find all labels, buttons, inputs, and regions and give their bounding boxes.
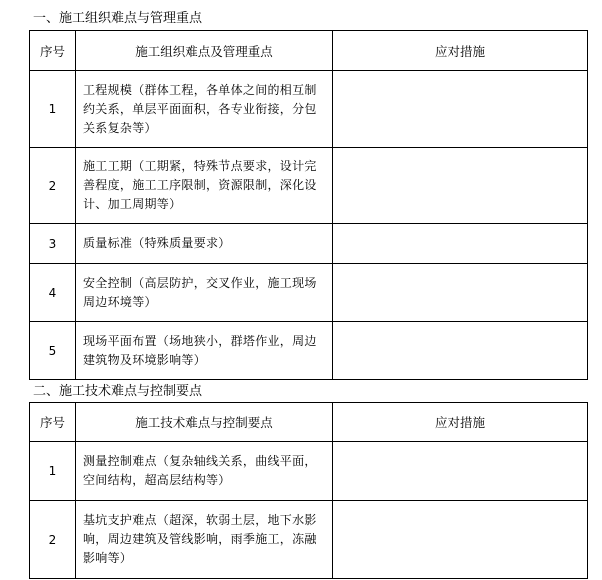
row-item: 安全控制（高层防护，交叉作业，施工现场周边环境等） (76, 264, 333, 322)
row-item: 现场平面布置（场地狭小，群塔作业，周边建筑物及环境影响等） (76, 322, 333, 380)
row-index: 5 (30, 322, 76, 380)
section1-table (29, 30, 588, 380)
header-difficulty: 施工组织难点及管理重点 (76, 31, 333, 71)
header-index: 序号 (30, 31, 76, 71)
header-index: 序号 (30, 403, 76, 442)
row-item: 工程规模（群体工程，各单体之间的相互制约关系，单层平面面积，各专业衔接，分包关系复杂等） (76, 71, 333, 148)
row-measure (333, 264, 588, 322)
table-row (30, 148, 588, 224)
row-measure (333, 148, 588, 224)
section2-table (29, 402, 588, 579)
row-item: 测量控制难点（复杂轴线关系，曲线平面，空间结构，超高层结构等） (76, 442, 333, 501)
table-row (30, 501, 588, 579)
table-row (30, 224, 588, 264)
table-row (30, 442, 588, 501)
row-index: 4 (30, 264, 76, 322)
row-measure (333, 71, 588, 148)
table-row (30, 71, 588, 148)
row-item: 质量标准（特殊质量要求） (76, 224, 333, 264)
table-row (30, 322, 588, 380)
row-item: 基坑支护难点（超深，软弱土层，地下水影响，周边建筑及管线影响，雨季施工，冻融影响等） (76, 501, 333, 579)
row-item: 施工工期（工期紧，特殊节点要求，设计完善程度，施工工序限制，资源限制，深化设计、加工周期等） (76, 148, 333, 224)
table-header-row (30, 403, 588, 442)
row-index: 1 (30, 442, 76, 501)
table-row (30, 264, 588, 322)
table-header-row (30, 31, 588, 71)
row-index: 3 (30, 224, 76, 264)
header-measure: 应对措施 (333, 31, 588, 71)
section1-title: 一、施工组织难点与管理重点 (33, 11, 203, 26)
header-measure: 应对措施 (333, 403, 588, 442)
row-measure (333, 224, 588, 264)
row-measure (333, 322, 588, 380)
row-index: 2 (30, 148, 76, 224)
section2-title: 二、施工技术难点与控制要点 (33, 384, 203, 399)
row-index: 2 (30, 501, 76, 579)
row-measure (333, 442, 588, 501)
row-index: 1 (30, 71, 76, 148)
row-measure (333, 501, 588, 579)
header-difficulty: 施工技术难点与控制要点 (76, 403, 333, 442)
